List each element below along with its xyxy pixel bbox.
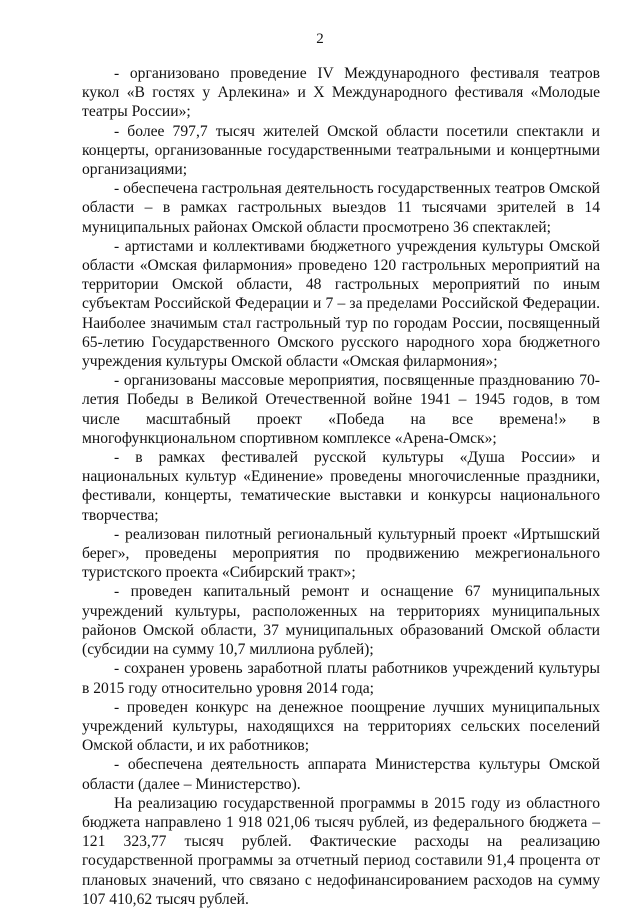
list-item-salary: - сохранен уровень заработной платы работников учреждений культуры в 2015 году относительно уровня 2014 года; xyxy=(82,660,600,697)
list-item-victory-events: - организованы массовые мероприятия, посвященные празднованию 70-летия Победы в Великой Отечественной войне 1941 – 1945 годов, в том числе масштабный проект «Победа на все времена!» в многофункциональном спортивном комплексе «Арена-Омск»; xyxy=(82,372,600,447)
page-number: 2 xyxy=(316,31,324,47)
list-item-philharmonic-tours: - артистами и коллективами бюджетного учреждения культуры Омской области «Омская филармония» проведено 120 гастрольных мероприятий на территории Омской области, 48 гастрольных мероприятий по иным субъектам Российской Федерации и 7 – за пределами Российской Федерации. Наиболее значимым стал гастрольный тур по городам России, посвященный 65-летию Государственного Омского русского народного хора бюджетного учреждения культуры Омской области «Омская филармония»; xyxy=(82,237,600,371)
list-item-festivals: - в рамках фестивалей русской культуры «Душа России» и национальных культур «Единение» проведены многочисленные праздники, фестивали, концерты, тематические выставки и конкурсы национального творчества; xyxy=(82,449,600,524)
list-item-theatre-tours: - обеспечена гастрольная деятельность государственных театров Омской области – в рамках гастрольных выездов 11 тысячами зрителей в 14 муниципальных районах Омской области просмотрено 36 спектаклей; xyxy=(82,180,600,236)
paragraph-funding: На реализацию государственной программы в 2015 году из областного бюджета направлено 1 918 021,06 тысяч рублей, из федерального бюджета – 121 323,77 тысяч рублей. Фактические расходы на реализацию государственной программы за отчетный период составили 91,4 процента от плановых значений, что связано с недофинансированием расходов на сумму 107 410,62 тысяч рублей. xyxy=(82,794,600,908)
list-item-irtysh-project: - реализован пилотный региональный культурный проект «Иртышский берег», проведены мероприятия по продвижению межрегионального туристского проекта «Сибирский тракт»; xyxy=(82,525,600,582)
list-item-contest: - проведен конкурс на денежное поощрение лучших муниципальных учреждений культуры, находящихся на территориях сельских поселений Омской области, и их работников; xyxy=(82,698,600,755)
list-item-puppet-festival: - организовано проведение IV Международного фестиваля театров кукол «В гостях у Арлекина» и X Международного фестиваля «Молодые театры России»; xyxy=(82,65,600,121)
document-body xyxy=(82,64,600,909)
list-item-renovation: - проведен капитальный ремонт и оснащение 67 муниципальных учреждений культуры, расположенных на территориях муниципальных районов Омской области, 37 муниципальных образований Омской области (субсидии на сумму 10,7 миллиона рублей); xyxy=(82,583,600,659)
list-item-visitors: - более 797,7 тысяч жителей Омской области посетили спектакли и концерты, организованные государственными театральными и концертными организациями; xyxy=(82,122,600,179)
list-item-ministry: - обеспечена деятельность аппарата Министерства культуры Омской области (далее – Министерство). xyxy=(82,756,600,793)
